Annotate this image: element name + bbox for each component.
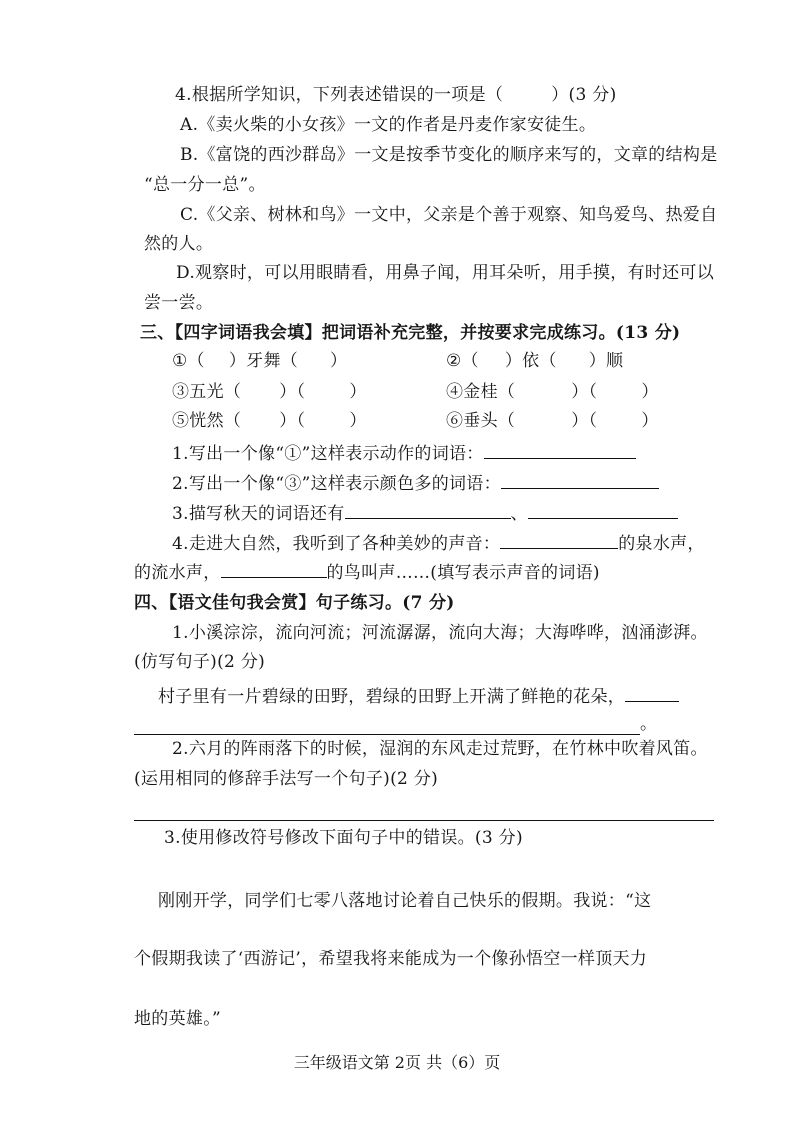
- q4-option-c-line1: C.《父亲、树林和鸟》一文中，父亲是个善于观察、知鸟爱鸟、热爱自: [180, 205, 718, 225]
- q4-option-d-line2: 尝一尝。: [144, 293, 214, 313]
- idiom-4-close: ）: [641, 382, 659, 402]
- section3-q3-text: 3.描写秋天的词语还有: [172, 504, 345, 524]
- q4-option-d-line1: D.观察时，可以用眼睛看，用鼻子闻，用耳朵听，用手摸，有时还可以: [176, 263, 715, 283]
- idiom-1-close: ）: [330, 351, 348, 371]
- section4-s2-line1: 2.六月的阵雨落下的时候，湿润的东风走过荒野，在竹林中吹着风笛。: [172, 739, 708, 759]
- section3-q4-text-2: 的流水声，: [134, 563, 221, 583]
- section4-s3-para2: 个假期我读了‘西游记’，希望我将来能成为一个像孙悟空一样顶天力: [134, 949, 648, 969]
- idiom-2-open: ②（: [446, 351, 479, 371]
- q4-stem-text: 4.根据所学知识，下列表述错误的一项是（: [175, 85, 504, 105]
- idiom-5-close: ）: [349, 411, 367, 431]
- q4-option-c-line2: 然的人。: [144, 234, 214, 254]
- idiom-6-close: ）: [641, 411, 659, 431]
- section3-q3-separator: 、: [510, 504, 528, 524]
- idiom-6-open: ⑥垂头（: [446, 411, 516, 431]
- idiom-4: [446, 381, 659, 403]
- idiom-5-open: ⑤恍然（: [172, 411, 242, 431]
- section3-q2: [172, 471, 659, 495]
- idiom-1-open: ①（: [172, 351, 205, 371]
- q4-option-a: A.《卖火柴的小女孩》一文的作者是丹麦作家安徒生。: [180, 115, 597, 135]
- section4-s3-para1: 刚刚开学，同学们七零八落地讨论着自己快乐的假期。我说：“这: [158, 891, 652, 911]
- section4-s3-title: 3.使用修改符号修改下面句子中的错误。(3 分): [164, 828, 523, 848]
- section3-q1-text: 1.写出一个像“①”这样表示动作的词语：: [172, 444, 484, 464]
- section4-s2-line2: (运用相同的修辞手法写一个句子)(2 分): [134, 769, 439, 789]
- q4-option-b-line1: B.《富饶的西沙群岛》一文是按季节变化的顺序来写的，文章的结构是: [180, 145, 718, 165]
- section3-title: 三、【四字词语我会填】把词语补充完整，并按要求完成练习。(13 分): [140, 323, 681, 343]
- section4-s1-prompt-text: 村子里有一片碧绿的田野，碧绿的田野上开满了鲜艳的花朵，: [158, 687, 626, 707]
- idiom-2-mid: ）依（: [504, 351, 557, 371]
- idiom-6: [446, 410, 659, 432]
- answer-blank[interactable]: [528, 501, 678, 519]
- q4-stem: [175, 84, 617, 106]
- idiom-1: [172, 350, 347, 372]
- section3-q1: [172, 441, 636, 465]
- q4-option-b-line2: “总一分一总”。: [144, 175, 266, 195]
- answer-blank[interactable]: [500, 531, 618, 549]
- section3-q4-text: 4.走进大自然，我听到了各种美妙的声音：: [172, 534, 501, 554]
- idiom-3: [172, 381, 367, 403]
- section3-q2-text: 2.写出一个像“③”这样表示颜色多的词语：: [172, 474, 501, 494]
- idiom-3-open: ③五光（: [172, 382, 242, 402]
- section3-q4-line1: [172, 531, 705, 555]
- idiom-5: [172, 410, 367, 432]
- section4-s1-line2: (仿写句子)(2 分): [134, 652, 266, 672]
- page-footer: 三年级语文第 2页 共（6）页: [293, 1053, 501, 1072]
- idiom-1-mid: ）牙舞（: [228, 351, 299, 371]
- idiom-3-mid: ）（: [279, 382, 306, 402]
- answer-blank[interactable]: [345, 501, 511, 519]
- answer-blank[interactable]: [625, 684, 679, 702]
- idiom-2-close: ）顺: [588, 351, 624, 371]
- answer-line[interactable]: [134, 734, 640, 735]
- section4-s1-line1: 1.小溪淙淙，流向河流；河流潺潺，流向大海；大海哗哗，汹涌澎湃。: [172, 623, 708, 643]
- idiom-4-mid: ）（: [571, 382, 598, 402]
- section4-title: 四、【语文佳句我会赏】句子练习。(7 分): [134, 593, 455, 613]
- answer-blank[interactable]: [484, 441, 636, 459]
- section3-q4-text-3: 的鸟叫声……(填写表示声音的词语): [326, 563, 600, 583]
- idiom-2: [446, 350, 623, 372]
- idiom-6-mid: ）（: [571, 411, 598, 431]
- idiom-5-mid: ）（: [279, 411, 306, 431]
- section4-s3-para3: 地的英雄。”: [134, 1009, 221, 1029]
- section4-s1-end: 。: [640, 714, 658, 734]
- section3-q4-line2: [134, 560, 600, 584]
- section4-s1-prompt: [158, 684, 679, 708]
- q4-stem-score: ）(3 分): [551, 85, 617, 105]
- idiom-3-close: ）: [349, 382, 367, 402]
- idiom-4-open: ④金桂（: [446, 382, 516, 402]
- section3-q3: [172, 501, 678, 525]
- answer-blank[interactable]: [501, 471, 659, 489]
- section3-q4-suffix: 的泉水声，: [618, 534, 705, 554]
- answer-line[interactable]: [134, 820, 714, 821]
- answer-blank[interactable]: [221, 560, 327, 578]
